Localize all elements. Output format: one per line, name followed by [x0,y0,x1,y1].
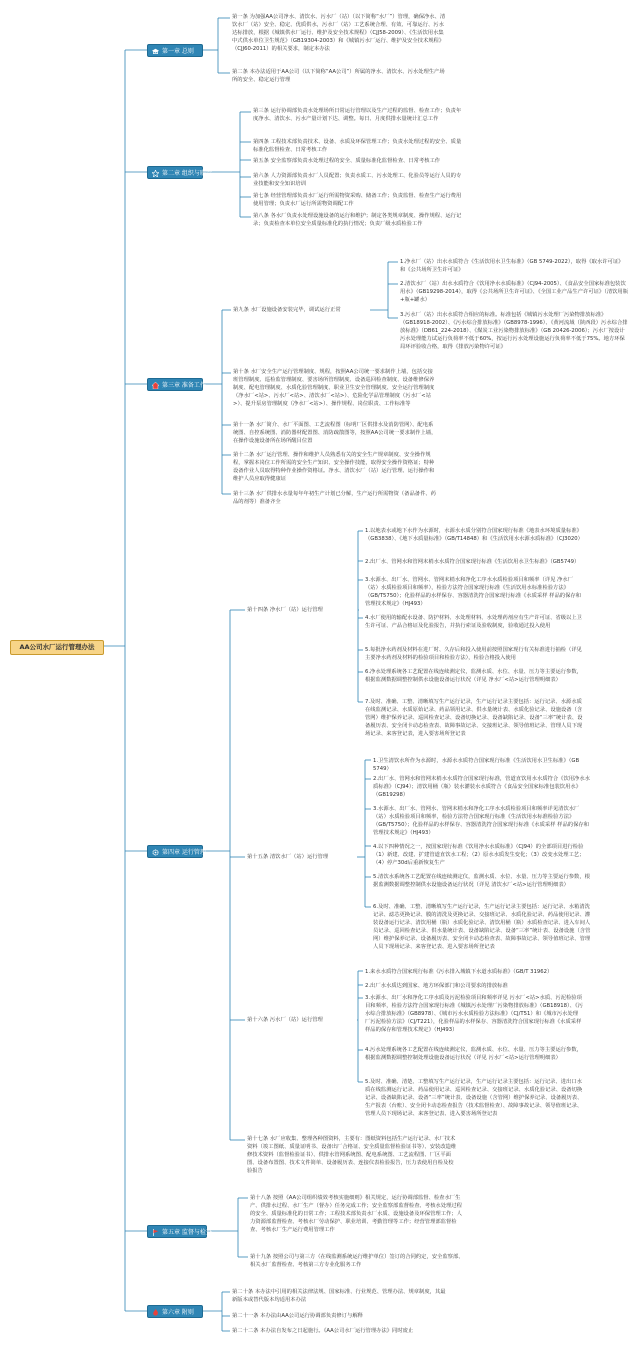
flag-icon [152,1229,159,1236]
chapter-5-node[interactable]: 第五章 监督与检查 [147,1225,207,1238]
article-9-item-3: 3.污水厂（站）出水水质符合相应的标准。标准包括《城镇污水处理厂污染物排放标准》（GB18918-2002）、《污水综合排放标准》（GB8978-1996）、《黄河流域（陕西段）污水综合排放标准》（DB61_224-2018）、《煤炭工业污染物排放标准》（GB 20426-2006）；污水厂按设计污水处理能力试运行负荷率不低于60%，按运行污水处理设施运行负荷率不低于75%。地方环保局环评验收合格，取得《排放污染物许可证》 [400,312,628,350]
article-14-item-1: 1.以地表水或地下水作为水源时，水源水水质分别符合国家现行标准《地表水环境质量标准》（GB3838）、《地下水质量标准》（GB/T14848）和《生活饮用水水源水质标准》（CJ3020） [365,528,583,542]
chapter-4-node[interactable]: 第四章 运行管理 [147,845,203,858]
chapter-6-node[interactable]: 第六章 附则 [147,1305,203,1318]
article-16-item-4: 4.污水处理系统各工艺配置在线连续测定仪，监测水质、水位、水量、压力等主要运行参数，根据监测数据调整控制处理设施设备运行状况（详见 污水厂<站>运行管理明细表） [365,1047,582,1061]
article-14-item-6: 6.净水处理系统各工艺配置在线连续测定仪，监测水质、水位、水量、压力等主要运行参数，根据监测数据调整控制供水设施设备运行状况（详见 净水厂<站>运行管理明细表） [365,669,582,683]
article-10: 第十条 水厂安全生产运行管理制度、规程，按照AA公司统一要求制作上墙，包括交接班管理制度、巡检监管理制度、要害场所管理制度、设备巡回检查制度、设备维修保养制度、配电管理制度、水质化验管理制度、职业卫生安全管理制度、安全运行管理制度（净水厂<站>、污水厂<站>、清饮水厂<站>）、危险化学品管理制度（污水厂<站>）、提升泵房管理制度（净水厂<站>）、操作规程、岗位职责、工作标准等 [233,369,435,407]
article-9-item-2: 2.清饮水厂（站）出水水质符合《饮用净水水质标准》（CJ94-2005）、《食品安全国家标准包装饮用水》（GB19298-2014），取得《公共场所卫生许可证》、《全国工业产品生产许可证》（清饮用瓶+瓶+罐水） [400,281,629,303]
hat-icon [152,48,159,55]
chapter-2-node[interactable]: 第二章 组织与职责 [147,166,203,179]
article-1: 第一条 为加强AA公司净水、清饮水、污水厂（站）（以下简称“水厂”）管理，确保净水、清饮水厂（站）安全、稳定、优质供水，污水厂（站）工艺系统合理、有效、可靠运行、污水达标排放，根据《城镇供水厂运行、维护及安全技术规程》（CJJ58-2009）、《生活饮用水集中式供水单位卫生规范》（GB19304-2003）和《城镇污水厂运行、维护及安全技术规程》（CJJ60-2011）的相关要求，制定本办法 [232,14,446,52]
article-15-item-6: 6.及时、准确、工整、清晰填写生产运行记录，生产运行记录主要包括：运行记录、水箱清洗记录、滤芯更换记录、膜的清洗及更换记录、交接班记录、水质化验记录、药品使用记录、灌装设备运行记录、清饮用桶（瓶）水质化验记录、清饮用桶（瓶）水质检查记录、进入车间人员记录、巡回检查记录、供水量统计表、设备缺陷记录、设备“三率”统计表、设备设施（含管网）维护保养记录、设备履历表、安全闭卡动态检查表、故障事故记录、领导值班记录、管理人员下现场记录、来客登记表、进入要害场所登记表 [373,904,591,950]
article-7: 第七条 经营管理部负责水厂运行所需物资采购、储备工作；负责监督、检查生产运行费用使用管理；负责水厂运行所需物资调配工作 [253,193,462,207]
article-14-item-5: 5.每批净水药剂及材料在进厂时、久存后和投入使用前按照国家现行有关标准进行抽检（详见主要净水药剂及材料的检验项目和检验方法），检验合格投入使用 [365,647,582,661]
article-11: 第十一条 水厂简介、水厂平面图、工艺流程图（标明厂区供排水及消防管网）、配电系统图、自控系统图、消防器材配置图、消防疏散图等，按照AA公司统一要求制作上墙，在操作设施设备所在场所醒目位置 [233,422,437,444]
article-14-item-4: 4.水厂使用的输配水设备、防护材料、水处理材料、水处理药剂应有生产许可证、省级以上卫生许可证、产品合格证及化验报告，并执行索证及验收制度，验收通过投入使用 [365,615,582,629]
article-8: 第八条 各水厂负责水处理设施设备的运行和维护；制定各类规章制度、操作规程、运行记录；负责检查本单位安全质量标准化的执行情况；负责厂级水质检验工作 [253,213,462,227]
article-16-item-2: 2.出厂水水质达到国家、地方环保部门和公司要求的排放标准 [365,983,508,989]
article-15-item-4: 4.以下四种情况之一，按国家现行标准《饮用净水水质标准》（CJ94）的全部项目进行检验（1）新建、改建、扩建管道直饮水工程；（2）原水水质发生变化；（3）改变水处理工艺；（4）停产30d后重新恢复生产 [373,844,585,866]
gear-icon [152,849,159,856]
article-13: 第十三条 水厂供排水水量每年年初生产计划已分解，生产运行所需物资（备品备件、药品的剂等）准备齐全 [233,491,436,505]
article-18: 第十八条 按照《AA公司组织绩效考核实施细则》相关规定，运行协调部监督、检查水厂生产、供排水过程、水厂生产（督办）任务完成工作；安全监察部监督检查、考核水处理过程的安全、质量标准化的日常工作；工程技术部负责水厂水质、设施设备及环保管理工作；人力资源部监督检查、考核水厂劳动保护、职业培训、考勤管理等工作；经营管理部监督检查、考核水厂生产运行费用管理工作 [250,1195,462,1233]
article-17: 第十七条 水厂应收集、整理各种图资料，主要有：图纸资料包括生产运行记录、水厂技术资料（竣工图纸、质量证明书、设备出厂合格证、安全质量监督检验证书等）、安装改造维修技术资料（监督检验证书）、供排水管网系统图、配电系统图、工艺流程图、厂区平面图、设备布置图、技术文件简单、设备履历表、连接仪表检验报告，压力表使用自检及校验报告 [247,1136,457,1174]
article-3: 第三条 运行协调部负责水处理场所日常运行管理以及生产过程的监督、检查工作；负责年度净水、清饮水、污水产量计划下达、调整。每日、月度供排水量统计汇总工作 [253,108,462,122]
article-14-item-7: 7.及时、准确、工整、清晰填写生产运行记录，生产运行记录主要包括：运行记录、水源水质在线监测记录、水质原始记录、药品领用记录、供水量统计表、水质化验记录、设施设备（含管网）维护保养记录、巡回检查记录、设备切换记录、设备缺陷记录、设备“三率”统计表、设备履历表、安全闭卡动态检查表、故障事故记录、交接班记录、领导值班记录、管理人员下现场记录、来客登记表，进入要害场所登记表 [365,699,583,737]
article-16-item-3: 3.水源水、出厂水和净化工序水质及污泥检验项目和频率详见 污水厂<站>水质、污泥检验项目和频率，检验方法符合国家现行标准《城镇污水处理厂污染物排放标准》（GB18918）、《污水综合排放标准》（GB8978）、《城市污水水质检验方法标准》（CJ/T51）和《城市污水处理厂污泥检验方法》（CJ/T221），化验样品的水样保存、容器清洗符合国家现行标准《水质采样 样品的保存和管理技术规定》（HJ493） [365,995,583,1033]
article-12: 第十二条 水厂运行管理、操作和维护人员熟悉有关的安全生产规章制度、安全操作规程，掌握本岗位工作所需的安全生产知识、安全操作技能，取得安全操作资格证；特种设备作业人员取得特种作业操作资格证。净水、清饮水厂（站）运行管理、运行操作和维护人员应取得健康证 [233,452,435,482]
article-14-item-3: 3.水源水、出厂水、管网水、管网末梢水和净化工序水水质检验项目和频率（详见 净水厂（站）水质检验项目和频率），检验方法符合国家现行标准《生活饮用水标准检验方法》（GB/T5750）；化验样品的水样保存、容器清洗符合国家现行标准《水质采样 样品的保存和管理技术规定》（HJ493） [365,577,581,607]
home-icon [152,382,159,389]
article-16-item-5: 5.及时、准确、清楚、工整填写生产运行记录，生产运行记录主要包括：运行记录、进出口水质在线监测运行记录、药品使用记录、巡回检查记录、交接班记录、水质化验记录、设备切换记录、设备缺陷记录、设备“三率”统计表、设备设施（含管网）维护保养记录、设备履历表、生产报表（台账）、安全闭卡动态检查报告（技术监督检查）、故障事故记录、领导值班记录、管理人员下现场记录、来客登记表、进入要害场所登记表 [365,1079,583,1117]
chapter-1-node[interactable]: 第一章 总则 [147,44,203,57]
article-14: 第十四条 净水厂（站）运行管理 [247,607,323,613]
article-15-item-3: 3.水源水、出厂水、管网水、管网末梢水和净化工序水水质检验项目和频率详见清饮水厂（站）水质检验项目和频率，检验方法符合国家现行标准《生活饮用水标准检验方法》（GB/T5750）；化验样品的水样保存、容器清洗符合国家现行标准《水质采样 样品的保存和管理技术规定》（HJ493） [373,806,589,836]
article-14-item-2: 2.出厂水、管网水和管网末梢水水质符合国家现行标准《生活饮用水卫生标准》（GB5749） [365,559,580,565]
star-icon [152,170,159,177]
article-21: 第二十一条 本办法由AA公司运行协调部负责修订与解释 [232,1313,363,1319]
article-16-item-1: 1.来水水质符合国家现行标准《污水排入城镇下水道水质标准》（GB/T 31962） [365,969,553,975]
article-15: 第十五条 清饮水厂（站）运行管理 [247,854,329,860]
article-9-item-1: 1.净水厂（站）出水水质符合《生活饮用水卫生标准》（GB 5749-2022），取得《取水许可证》和《公共场所卫生许可证》 [400,259,624,273]
fire-icon [152,1309,159,1316]
article-6: 第六条 人力资源部负责水厂人员配置；负责水质工、污水处理工、化验员等运行人员的专业技能和安全知识培训 [253,173,462,187]
article-22: 第二十二条 本办法自发布之日起施行。《AA公司水厂运行管理办法》同时废止 [232,1328,414,1334]
article-16: 第十六条 污水厂（站）运行管理 [247,1017,323,1023]
article-15-item-2: 2.出厂水、管网水和管网末梢水水质符合国家现行标准，管道直饮用水水质符合《饮用净水水质标准》（CJ94）；清饮用桶（瓶）装水灌装水水质符合《食品安全国家标准包装饮用水》（GB19298） [373,776,590,798]
article-15-item-5: 5.清饮水系统各工艺配置在线连续测定仪，监测水质、水位、水量、压力等主要运行参数，根据监测数据调整控制供水设施设备运行状况（详见 清饮水厂<站>运行管理明细表） [373,874,590,888]
chapter-3-node[interactable]: 第三章 准备工作 [147,378,203,391]
article-19: 第十九条 按照公司与第三方（在线监测系统运行维护单位）签订的合同约定，安全监察部、相关水厂监督检查、考核第三方专业化服务工作 [250,1254,464,1268]
article-15-item-1: 1.卫生清饮水所作为水源时，水源水水质符合国家现行标准《生活饮用水卫生标准》（GB 5749） [373,758,580,772]
root-node[interactable]: AA公司水厂运行管理办法 [10,640,104,655]
article-5: 第五条 安全监察部负责水处理过程的安全、质量标准化监督检查、日常考核工作 [253,158,441,164]
article-9: 第九条 水厂设施设备安装完毕，调试运行正常 [233,307,341,313]
article-4: 第四条 工程技术部负责技术、设备、水质及环保管理工作；负责水处理过程的安全、质量标准化监督检查、日常考核工作 [253,139,462,153]
article-20: 第二十条 本办法中引用的相关法律法规、国家标准、行业规范、管理办法、规章制度，其最新版本或替代版本均适用本办法 [232,1289,446,1303]
article-2: 第二条 本办法适用于AA公司（以下简称“AA公司”）所属的净水、清饮水、污水处理生产场所的安全、稳定运行管理 [232,69,445,83]
